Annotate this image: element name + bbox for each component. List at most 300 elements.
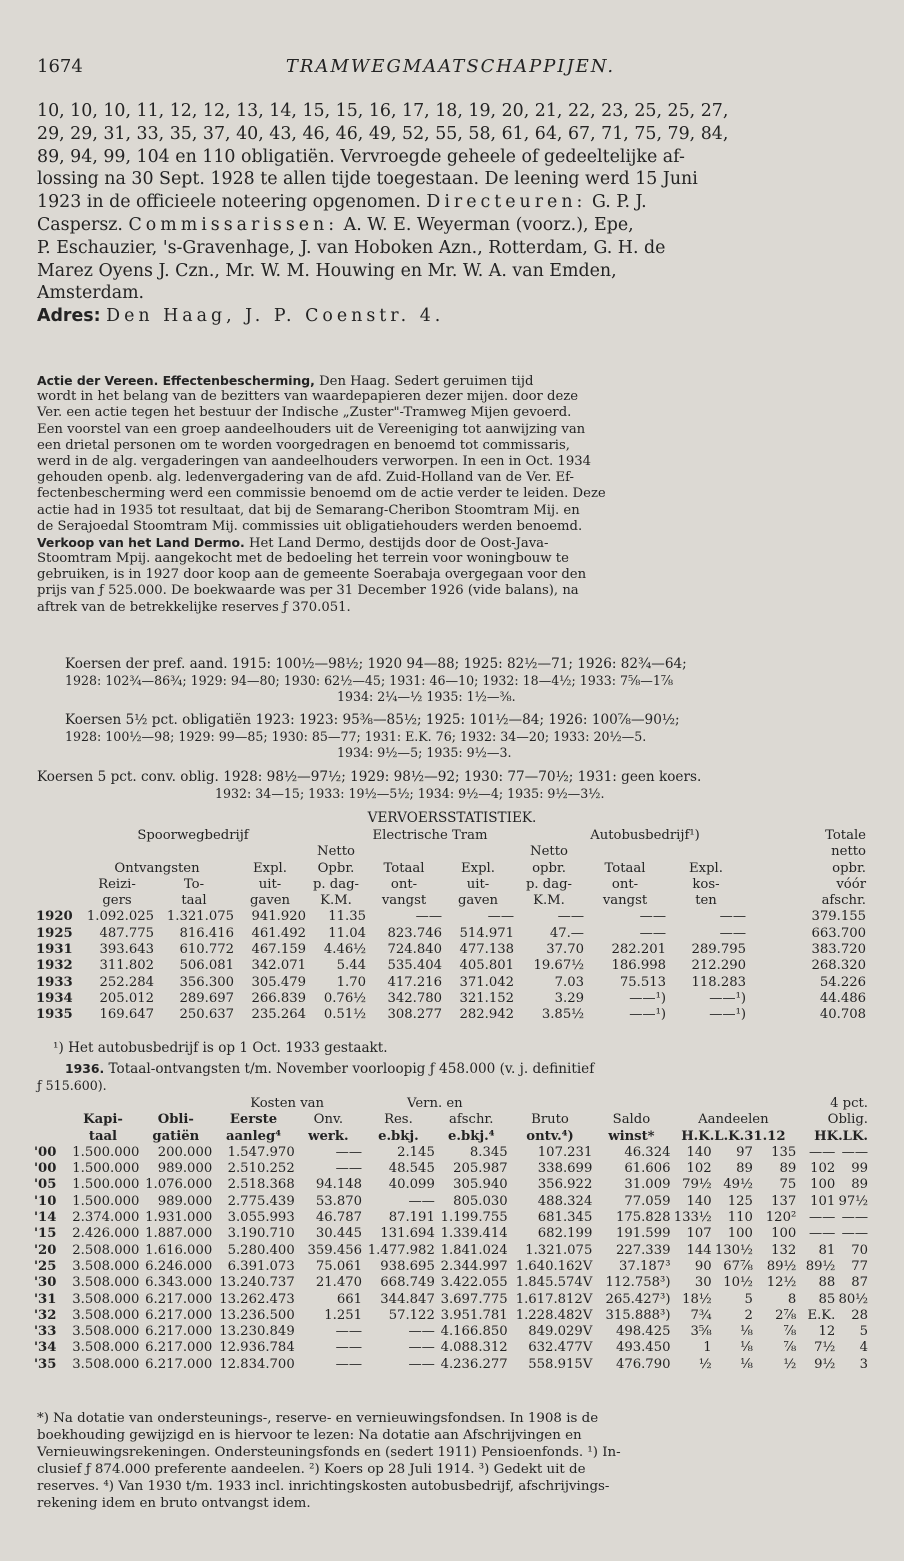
column-header: ontv.⁴) <box>526 1128 574 1144</box>
table-cell: 8 <box>787 1291 797 1307</box>
table-cell: ——¹) <box>629 990 666 1006</box>
table-cell: 305.479 <box>251 974 306 990</box>
table-cell: ——¹) <box>709 1007 746 1023</box>
table-cell: —— <box>335 1324 362 1340</box>
column-header: winst* <box>608 1128 655 1144</box>
table-cell: 12 <box>818 1324 836 1340</box>
row-year: '05 <box>34 1177 57 1193</box>
table-row <box>34 1145 868 1161</box>
row-year: '25 <box>34 1258 57 1274</box>
address-line <box>37 305 877 328</box>
table-cell: 44.486 <box>819 990 866 1006</box>
table-cell: 1.887.000 <box>145 1226 213 1242</box>
table-cell: 11.04 <box>328 925 366 941</box>
text-line: 1934: 9½—5; 1935: 9½—3. <box>337 745 512 761</box>
column-header: aanleg⁴ <box>225 1128 282 1144</box>
table-cell: —— <box>408 1356 435 1372</box>
table-row <box>34 1194 868 1210</box>
table-cell: 4.088.312 <box>440 1340 508 1356</box>
text-line: P. Eschauzier, 's-Gravenhage, J. van Hoboken Azn., Rotterdam, G. H. de <box>37 237 666 258</box>
table-cell: 2⅞ <box>775 1307 797 1323</box>
table-row <box>34 1226 868 1242</box>
table-cell: 205.987 <box>453 1161 508 1177</box>
column-header: vangst <box>602 893 648 909</box>
table-cell: 379.155 <box>811 909 866 925</box>
text-line: 1928: 100½—98; 1929: 99—85; 1930: 85—77; 1931: E.K. 76; 1932: 34—20; 1933: 20½—5. <box>65 728 647 744</box>
column-header: gers <box>102 893 132 909</box>
table-cell: 371.042 <box>459 974 514 990</box>
table-cell: 1.616.000 <box>145 1242 213 1258</box>
footnote-line: rekening idem en bruto ontvangst idem. <box>37 1496 311 1511</box>
text-line: Amsterdam. <box>37 283 145 304</box>
table-cell: 535.404 <box>387 958 442 974</box>
table-cell: ⅞ <box>783 1324 797 1340</box>
row-year: '34 <box>34 1340 57 1356</box>
table-cell: 661 <box>336 1291 362 1307</box>
page-number: 1674 <box>37 56 83 77</box>
table-cell: 18½ <box>682 1291 712 1307</box>
table-cell: 37.70 <box>546 942 584 958</box>
table-cell: 11.35 <box>328 909 366 925</box>
address-label: Adres: <box>37 306 101 327</box>
column-header: e.bkj.⁴ <box>448 1128 495 1144</box>
table-cell: 252.284 <box>99 974 154 990</box>
table-cell: 40.099 <box>388 1177 435 1193</box>
table-cell: 1.640.162V <box>515 1258 593 1274</box>
table-cell: 338.699 <box>537 1161 593 1177</box>
text-span: Totaal-ontvangsten t/m. November voorloopig ƒ 458.000 (v. j. definitief <box>104 1061 595 1077</box>
table-cell: 131.694 <box>380 1226 435 1242</box>
table-cell: 97½ <box>838 1193 868 1209</box>
vervoer-table <box>36 828 866 1024</box>
table-cell: —— <box>841 1210 868 1226</box>
address-text: Den Haag, J. P. Coenstr. 4. <box>106 306 445 327</box>
column-header: Oblig. <box>827 1112 868 1128</box>
text-line: 1934: 2¼—½ 1935: 1½—⅜. <box>337 689 516 705</box>
table-cell: 282.942 <box>459 1007 514 1023</box>
table-cell: 3.508.000 <box>72 1324 140 1340</box>
table-cell: 610.772 <box>179 942 234 958</box>
table-cell: 135 <box>771 1144 797 1160</box>
table-header <box>36 828 866 844</box>
table-row <box>34 1324 868 1340</box>
table-cell: 308.277 <box>387 1007 442 1023</box>
table-cell: 7¾ <box>690 1307 712 1323</box>
footnote-line: Vernieuwingsrekeningen. Ondersteuningsfonds en (sedert 1911) Pensioenfonds. ¹) In- <box>37 1445 621 1460</box>
column-header: Expl. <box>461 860 495 876</box>
column-header: Obli- <box>157 1112 194 1128</box>
table-cell: 3.508.000 <box>72 1258 140 1274</box>
table-cell: 488.324 <box>537 1193 593 1209</box>
table-cell: 80½ <box>838 1291 868 1307</box>
table-cell: 77 <box>851 1258 868 1274</box>
table-cell: 140 <box>686 1193 712 1209</box>
note-1936 <box>37 1061 877 1094</box>
table-cell: 305.940 <box>453 1177 508 1193</box>
table-cell: 132 <box>771 1242 797 1258</box>
table-row <box>36 975 866 991</box>
column-header: Aandeelen <box>698 1112 769 1128</box>
column-header: ten <box>695 893 717 909</box>
row-year: '31 <box>34 1291 57 1307</box>
table-cell: 498.425 <box>615 1324 671 1340</box>
column-header: Totaal <box>383 860 425 876</box>
table-cell: 3.508.000 <box>72 1356 140 1372</box>
table-cell: 6.217.000 <box>145 1340 213 1356</box>
table-cell: 1.339.414 <box>440 1226 508 1242</box>
footnote-line: clusief ƒ 874.000 preferente aandeelen. ²) Koers op 28 Juli 1914. ³) Gedekt uit de <box>37 1462 586 1477</box>
table-cell: 1.70 <box>336 974 366 990</box>
table-cell: —— <box>335 1161 362 1177</box>
column-header: afschr. <box>821 893 866 909</box>
table-cell: 2.518.368 <box>227 1177 295 1193</box>
table-cell: E.K. <box>807 1307 836 1323</box>
table-cell: 289.795 <box>691 942 746 958</box>
table-cell: —— <box>408 1340 435 1356</box>
table-cell: —— <box>415 909 442 925</box>
table-cell: 724.840 <box>387 942 442 958</box>
table-cell: 321.152 <box>459 990 514 1006</box>
text-line: werd in de alg. vergaderingen van aandeelhouders verworpen. In een in Oct. 1934 <box>37 453 591 469</box>
table-cell: 1.841.024 <box>440 1242 508 1258</box>
column-header: vóór <box>836 876 866 892</box>
text-line <box>37 535 877 551</box>
row-year: '35 <box>34 1356 57 1372</box>
table-cell: 212.290 <box>691 958 746 974</box>
table-cell: 417.216 <box>387 974 442 990</box>
table-row <box>36 942 866 958</box>
footnotes <box>37 1410 877 1512</box>
table-cell: 356.922 <box>537 1177 593 1193</box>
table-cell: 7.03 <box>554 974 584 990</box>
table-cell: 200.000 <box>157 1144 213 1160</box>
table-cell: 3.508.000 <box>72 1307 140 1323</box>
table-cell: —— <box>335 1340 362 1356</box>
table-cell: 632.477V <box>528 1340 593 1356</box>
table-cell: 12½ <box>766 1275 797 1291</box>
column-header: werk. <box>308 1128 349 1144</box>
table-cell: 21.470 <box>315 1275 362 1291</box>
text-line: Koersen der pref. aand. 1915: 100½—98½; 1920 94—88; 1925: 82½—71; 1926: 82¾—64; <box>65 656 687 672</box>
column-header: p. dag- <box>525 876 573 892</box>
table-cell: 87.191 <box>388 1210 435 1226</box>
table-cell: 205.012 <box>99 990 154 1006</box>
table-cell: 682.199 <box>537 1226 593 1242</box>
table-row <box>34 1357 868 1373</box>
table-cell: 13.236.500 <box>219 1307 295 1323</box>
table-cell: 356.300 <box>179 974 234 990</box>
table-row <box>34 1177 868 1193</box>
table-cell: 3.190.710 <box>227 1226 295 1242</box>
table-cell: —— <box>808 1210 836 1226</box>
table-row <box>34 1259 868 1275</box>
table-cell: —— <box>408 1324 435 1340</box>
table-header <box>36 861 866 877</box>
table-cell: 81 <box>818 1242 836 1258</box>
table-cell: —— <box>639 925 666 941</box>
table-cell: 10½ <box>723 1275 753 1291</box>
table-cell: 344.847 <box>380 1291 435 1307</box>
table-cell: —— <box>487 909 514 925</box>
table-cell: 663.700 <box>811 925 866 941</box>
table-cell: 30 <box>694 1275 712 1291</box>
column-header: Eerste <box>229 1112 278 1128</box>
table-cell: 169.647 <box>99 1007 154 1023</box>
vervoer-title: VERVOERSSTATISTIEK. <box>367 810 537 826</box>
row-year: '33 <box>34 1324 57 1340</box>
table-cell: 487.775 <box>99 925 154 941</box>
table-cell: 144 <box>686 1242 712 1258</box>
table-cell: 46.324 <box>624 1144 671 1160</box>
footnote-line: ¹) Het autobusbedrijf is op 1 Oct. 1933 gestaakt. <box>53 1040 388 1056</box>
table-cell: 1.092.025 <box>86 909 154 925</box>
table-cell: 7½ <box>814 1340 836 1356</box>
table-cell: 5 <box>744 1291 753 1307</box>
company-intro <box>37 100 877 328</box>
row-year: '14 <box>34 1210 57 1226</box>
footnote-line: reserves. ⁴) Van 1930 t/m. 1933 incl. inrichtingskosten autobusbedrijf, afschrijvings- <box>37 1479 610 1494</box>
table-cell: 289.697 <box>179 990 234 1006</box>
table-row <box>36 1007 866 1023</box>
table-row <box>36 926 866 942</box>
row-year: '32 <box>34 1307 57 1323</box>
table-cell: 90 <box>694 1258 712 1274</box>
table-cell: ⅛ <box>740 1340 753 1356</box>
table-cell: 0.51½ <box>323 1007 366 1023</box>
table-cell: 9½ <box>814 1356 836 1372</box>
table-cell: 94.148 <box>315 1177 362 1193</box>
table-cell: 61.606 <box>624 1161 671 1177</box>
column-header: Onv. <box>313 1112 344 1128</box>
row-year: 1931 <box>36 942 73 958</box>
table-cell: 989.000 <box>157 1161 213 1177</box>
column-header: uit- <box>258 876 282 892</box>
table-cell: 265.427³) <box>605 1291 671 1307</box>
table-cell: 235.264 <box>251 1007 306 1023</box>
table-cell: 6.217.000 <box>145 1356 213 1372</box>
table-cell: 75.513 <box>619 974 666 990</box>
table-cell: 137 <box>771 1193 797 1209</box>
table-cell: 5.280.400 <box>227 1242 295 1258</box>
group-head: Autobusbedrijf¹) <box>590 828 700 843</box>
table-cell: 49½ <box>723 1177 753 1193</box>
text-line: Koersen 5 pct. conv. oblig. 1928: 98½—97½; 1929: 98½—92; 1930: 77—70½; 1931: geen koers. <box>37 769 702 785</box>
table-cell: 3.508.000 <box>72 1275 140 1291</box>
table-cell: 75.061 <box>315 1258 362 1274</box>
table-cell: 359.456 <box>307 1242 362 1258</box>
table-cell: 1.617.812V <box>515 1291 593 1307</box>
table-cell: 125 <box>727 1193 753 1209</box>
text-line: 10, 10, 10, 11, 12, 12, 13, 14, 15, 15, 16, 17, 18, 19, 20, 21, 22, 23, 25, 25, 27, <box>37 101 729 121</box>
table-cell: 2 <box>744 1307 753 1323</box>
text-line <box>37 373 877 389</box>
column-header: Totaal <box>604 860 646 876</box>
table-cell: 101 <box>810 1193 836 1209</box>
table-cell: 100 <box>727 1226 753 1242</box>
text-line: wordt in het belang van de bezitters van waardepapieren dezer mijen. door deze <box>37 389 579 405</box>
table-cell: 133½ <box>673 1210 712 1226</box>
table-header <box>36 844 866 860</box>
table-cell: 816.416 <box>179 925 234 941</box>
table-row <box>34 1210 868 1226</box>
column-header: ont- <box>611 876 639 892</box>
notes-block <box>37 373 877 616</box>
table-cell: 89 <box>851 1177 868 1193</box>
table-cell: 6.217.000 <box>145 1307 213 1323</box>
table-cell: 6.391.073 <box>227 1258 295 1274</box>
table-cell: 1.500.000 <box>72 1177 140 1193</box>
table-cell: —— <box>639 909 666 925</box>
footnote-line: *) Na dotatie van ondersteunings-, reserve- en vernieuwingsfondsen. In 1908 is de <box>37 1411 599 1426</box>
column-header: uit- <box>466 876 490 892</box>
table-cell: 70 <box>851 1242 868 1258</box>
table-cell: 3.29 <box>554 990 584 1006</box>
text-line: Marez Oyens J. Czn., Mr. W. M. Houwing en Mr. W. A. van Emden, <box>37 260 617 281</box>
table-cell: 2.374.000 <box>72 1210 140 1226</box>
column-header: Res. <box>384 1112 413 1128</box>
row-year: 1934 <box>36 990 73 1006</box>
table-cell: —— <box>808 1144 836 1160</box>
column-header: Expl. <box>253 860 287 876</box>
table-cell: 120² <box>765 1210 797 1226</box>
column-header: Reizi- <box>98 876 136 892</box>
table-cell: 37.187³ <box>619 1258 671 1274</box>
table-header <box>34 1129 868 1145</box>
table-cell: 1.500.000 <box>72 1144 140 1160</box>
text-line: aftrek van de betrekkelijke reserves ƒ 370.051. <box>37 599 351 615</box>
column-header: K.M. <box>533 893 565 909</box>
table-cell: 1.500.000 <box>72 1161 140 1177</box>
group-head: Totale <box>825 828 866 843</box>
table-cell: 31.009 <box>624 1177 671 1193</box>
table-cell: 476.790 <box>615 1356 671 1372</box>
table-cell: 3.85½ <box>541 1007 584 1023</box>
commissarissen-text: A. W. E. Weyerman (voorz.), Epe, <box>343 214 634 235</box>
directeuren-label: Directeuren: <box>426 192 587 213</box>
table-cell: 6.217.000 <box>145 1324 213 1340</box>
table-cell: 6.343.000 <box>145 1275 213 1291</box>
text-line: Ver. een actie tegen het bestuur der Indische „Zuster"-Tramweg Mijen gevoerd. <box>37 405 572 421</box>
table-cell: —— <box>841 1226 868 1242</box>
table-cell: 477.138 <box>459 942 514 958</box>
column-header: Ontvangsten <box>114 860 200 876</box>
column-header: gaven <box>249 893 291 909</box>
table-cell: 97 <box>736 1144 753 1160</box>
koersen-obligaties <box>37 712 877 762</box>
table-cell: 79½ <box>682 1177 712 1193</box>
table-cell: 30.445 <box>315 1226 362 1242</box>
table-cell: 2.426.000 <box>72 1226 140 1242</box>
table-cell: —— <box>719 925 746 941</box>
table-cell: —— <box>841 1144 868 1160</box>
column-header: taal <box>88 1128 118 1144</box>
vervoer-body <box>36 909 866 1023</box>
column-header: vangst <box>381 893 427 909</box>
table-cell: 2.145 <box>397 1144 435 1160</box>
column-header: Kapi- <box>83 1112 123 1128</box>
table-row <box>34 1308 868 1324</box>
table-cell: 3⅝ <box>690 1324 712 1340</box>
table-cell: 461.492 <box>251 925 306 941</box>
table-cell: 19.67½ <box>533 958 584 974</box>
table-row <box>34 1292 868 1308</box>
table-cell: 1.845.574V <box>515 1275 593 1291</box>
table-cell: 4.166.850 <box>440 1324 508 1340</box>
table-cell: 100 <box>810 1177 836 1193</box>
table-cell: 12.936.784 <box>219 1340 295 1356</box>
table-header <box>34 1112 868 1128</box>
table-cell: 13.240.737 <box>219 1275 295 1291</box>
table-row <box>36 909 866 925</box>
table-cell: 102 <box>810 1161 836 1177</box>
table-cell: —— <box>335 1144 362 1160</box>
table-cell: 3.508.000 <box>72 1340 140 1356</box>
table-cell: 393.643 <box>99 942 154 958</box>
table-row <box>34 1340 868 1356</box>
table-cell: 668.749 <box>380 1275 435 1291</box>
table-cell: 1.251 <box>324 1307 362 1323</box>
text-line: gehouden openb. alg. ledenvergadering van de afd. Zuid-Holland van de Ver. Ef- <box>37 470 574 486</box>
table-cell: 227.339 <box>615 1242 671 1258</box>
table-cell: 75 <box>779 1177 797 1193</box>
row-year: '00 <box>34 1161 57 1177</box>
table-cell: 823.746 <box>387 925 442 941</box>
row-year: '00 <box>34 1144 57 1160</box>
table-cell: ½ <box>698 1356 712 1372</box>
column-header: e.bkj. <box>378 1128 419 1144</box>
group-head: Electrische Tram <box>372 828 488 843</box>
column-header: Kosten van <box>250 1096 325 1111</box>
table-header <box>36 877 866 893</box>
table-cell: 383.720 <box>811 942 866 958</box>
table-cell: 467.159 <box>251 942 306 958</box>
column-header: To- <box>183 876 205 892</box>
text-line <box>37 1061 877 1078</box>
table-cell: 47.— <box>549 925 584 941</box>
table-cell: 2.344.997 <box>440 1258 508 1274</box>
table-cell: 67⅞ <box>723 1258 753 1274</box>
table-cell: 85 <box>818 1291 836 1307</box>
table-cell: 102 <box>686 1161 712 1177</box>
year-label: 1936. <box>65 1061 105 1076</box>
table-cell: 89 <box>779 1161 797 1177</box>
verkoop-heading: Verkoop van het Land Dermo. <box>37 534 245 550</box>
table-cell: 5 <box>859 1324 868 1340</box>
table-cell: 107.231 <box>537 1144 593 1160</box>
text-line <box>37 214 877 237</box>
table-cell: 99 <box>851 1161 868 1177</box>
column-header: H.K.L.K.31.12 <box>681 1128 786 1144</box>
table-cell: 3.508.000 <box>72 1291 140 1307</box>
table-cell: 40.708 <box>819 1007 866 1023</box>
table-cell: 107 <box>686 1226 712 1242</box>
column-header: gaven <box>457 893 499 909</box>
column-header: Expl. <box>689 860 723 876</box>
text-span: Den Haag. Sedert geruimen tijd <box>314 374 534 389</box>
text-line <box>37 191 877 214</box>
text-line: Een voorstel van een groep aandeelhouders uit de Vereeniging tot aanwijzing van <box>37 421 586 437</box>
table-cell: 89½ <box>766 1258 797 1274</box>
column-header: gatiën <box>152 1128 200 1144</box>
table-cell: 2.510.252 <box>227 1161 295 1177</box>
table-cell: 1.199.755 <box>440 1210 508 1226</box>
table-header <box>34 1096 868 1112</box>
table-cell: 805.030 <box>453 1193 508 1209</box>
table-cell: 4.46½ <box>323 942 366 958</box>
table-cell: 88 <box>818 1275 836 1291</box>
table-cell: 2.775.439 <box>227 1193 295 1209</box>
table-cell: —— <box>335 1356 362 1372</box>
